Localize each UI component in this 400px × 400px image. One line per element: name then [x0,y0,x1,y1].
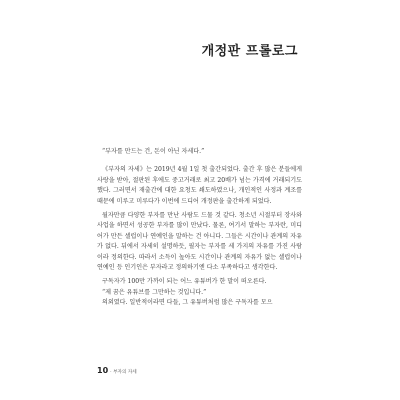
paragraph-youtuber-intro: 구독자가 100만 가까이 되는 어느 유튜버가 한 말이 떠오른다. [102,278,267,286]
youtuber-quote: “제 꿈은 유튜브를 그만하는 것입니다.” [102,288,207,296]
page-number: 10 [97,366,109,375]
running-head: · 부자의 자세 [110,370,137,375]
body-text [97,147,302,313]
opening-quote: “부자를 만드는 건, 돈이 아닌 자세다.” [102,148,205,155]
running-head-title: 부자의 자세 [113,370,137,375]
paragraph-publication-history: 《부자의 자세》는 2019년 4월 1일 첫 출간되었다. 출간 후 많은 분들에게 사랑을 받아, 절판된 후에도 중고거래로 최고 20배가 넘는 가격에 거래되기도 했다. 그러면서 재출간에 대한 요청도 쇄도하였으나, 개인적인 사정과 계조를 때문에 미루고 미루다가 이번에 드디어 개정판을 출간하게 되었다. [97,166,302,205]
paragraph-definition-of-rich: 월자만큼 다양한 부자를 만난 사람도 드물 것 같다. 청소년 시절부터 장사와 사업을 하면서 성공한 부자를 많이 만났다. 물론, 여기서 말하는 부자란, 미디어가 만든 셀럽이나 연예인을 말하는 건 아니다. 그들은 시간이나 관계의 자유가 없다. 뒤에서 자세히 설명하듯, 필자는 부자를 세 가지의 자유를 가진 사람이라 정의한다. 따라서 소득이 높아도 시간이나 관계의 자유가 없는 셀럽이나 연예인 등 인기인은 부자라고 정의하기엔 다소 부족하다고 생각한다. [97,212,302,272]
chapter-title: 개정판 프롤로그 [201,44,298,59]
paragraph-surprise: 의외였다. 일반적이라면 다들, 그 유튜버처럼 많은 구독자를 모으 [102,299,273,307]
page-footer [97,358,137,377]
